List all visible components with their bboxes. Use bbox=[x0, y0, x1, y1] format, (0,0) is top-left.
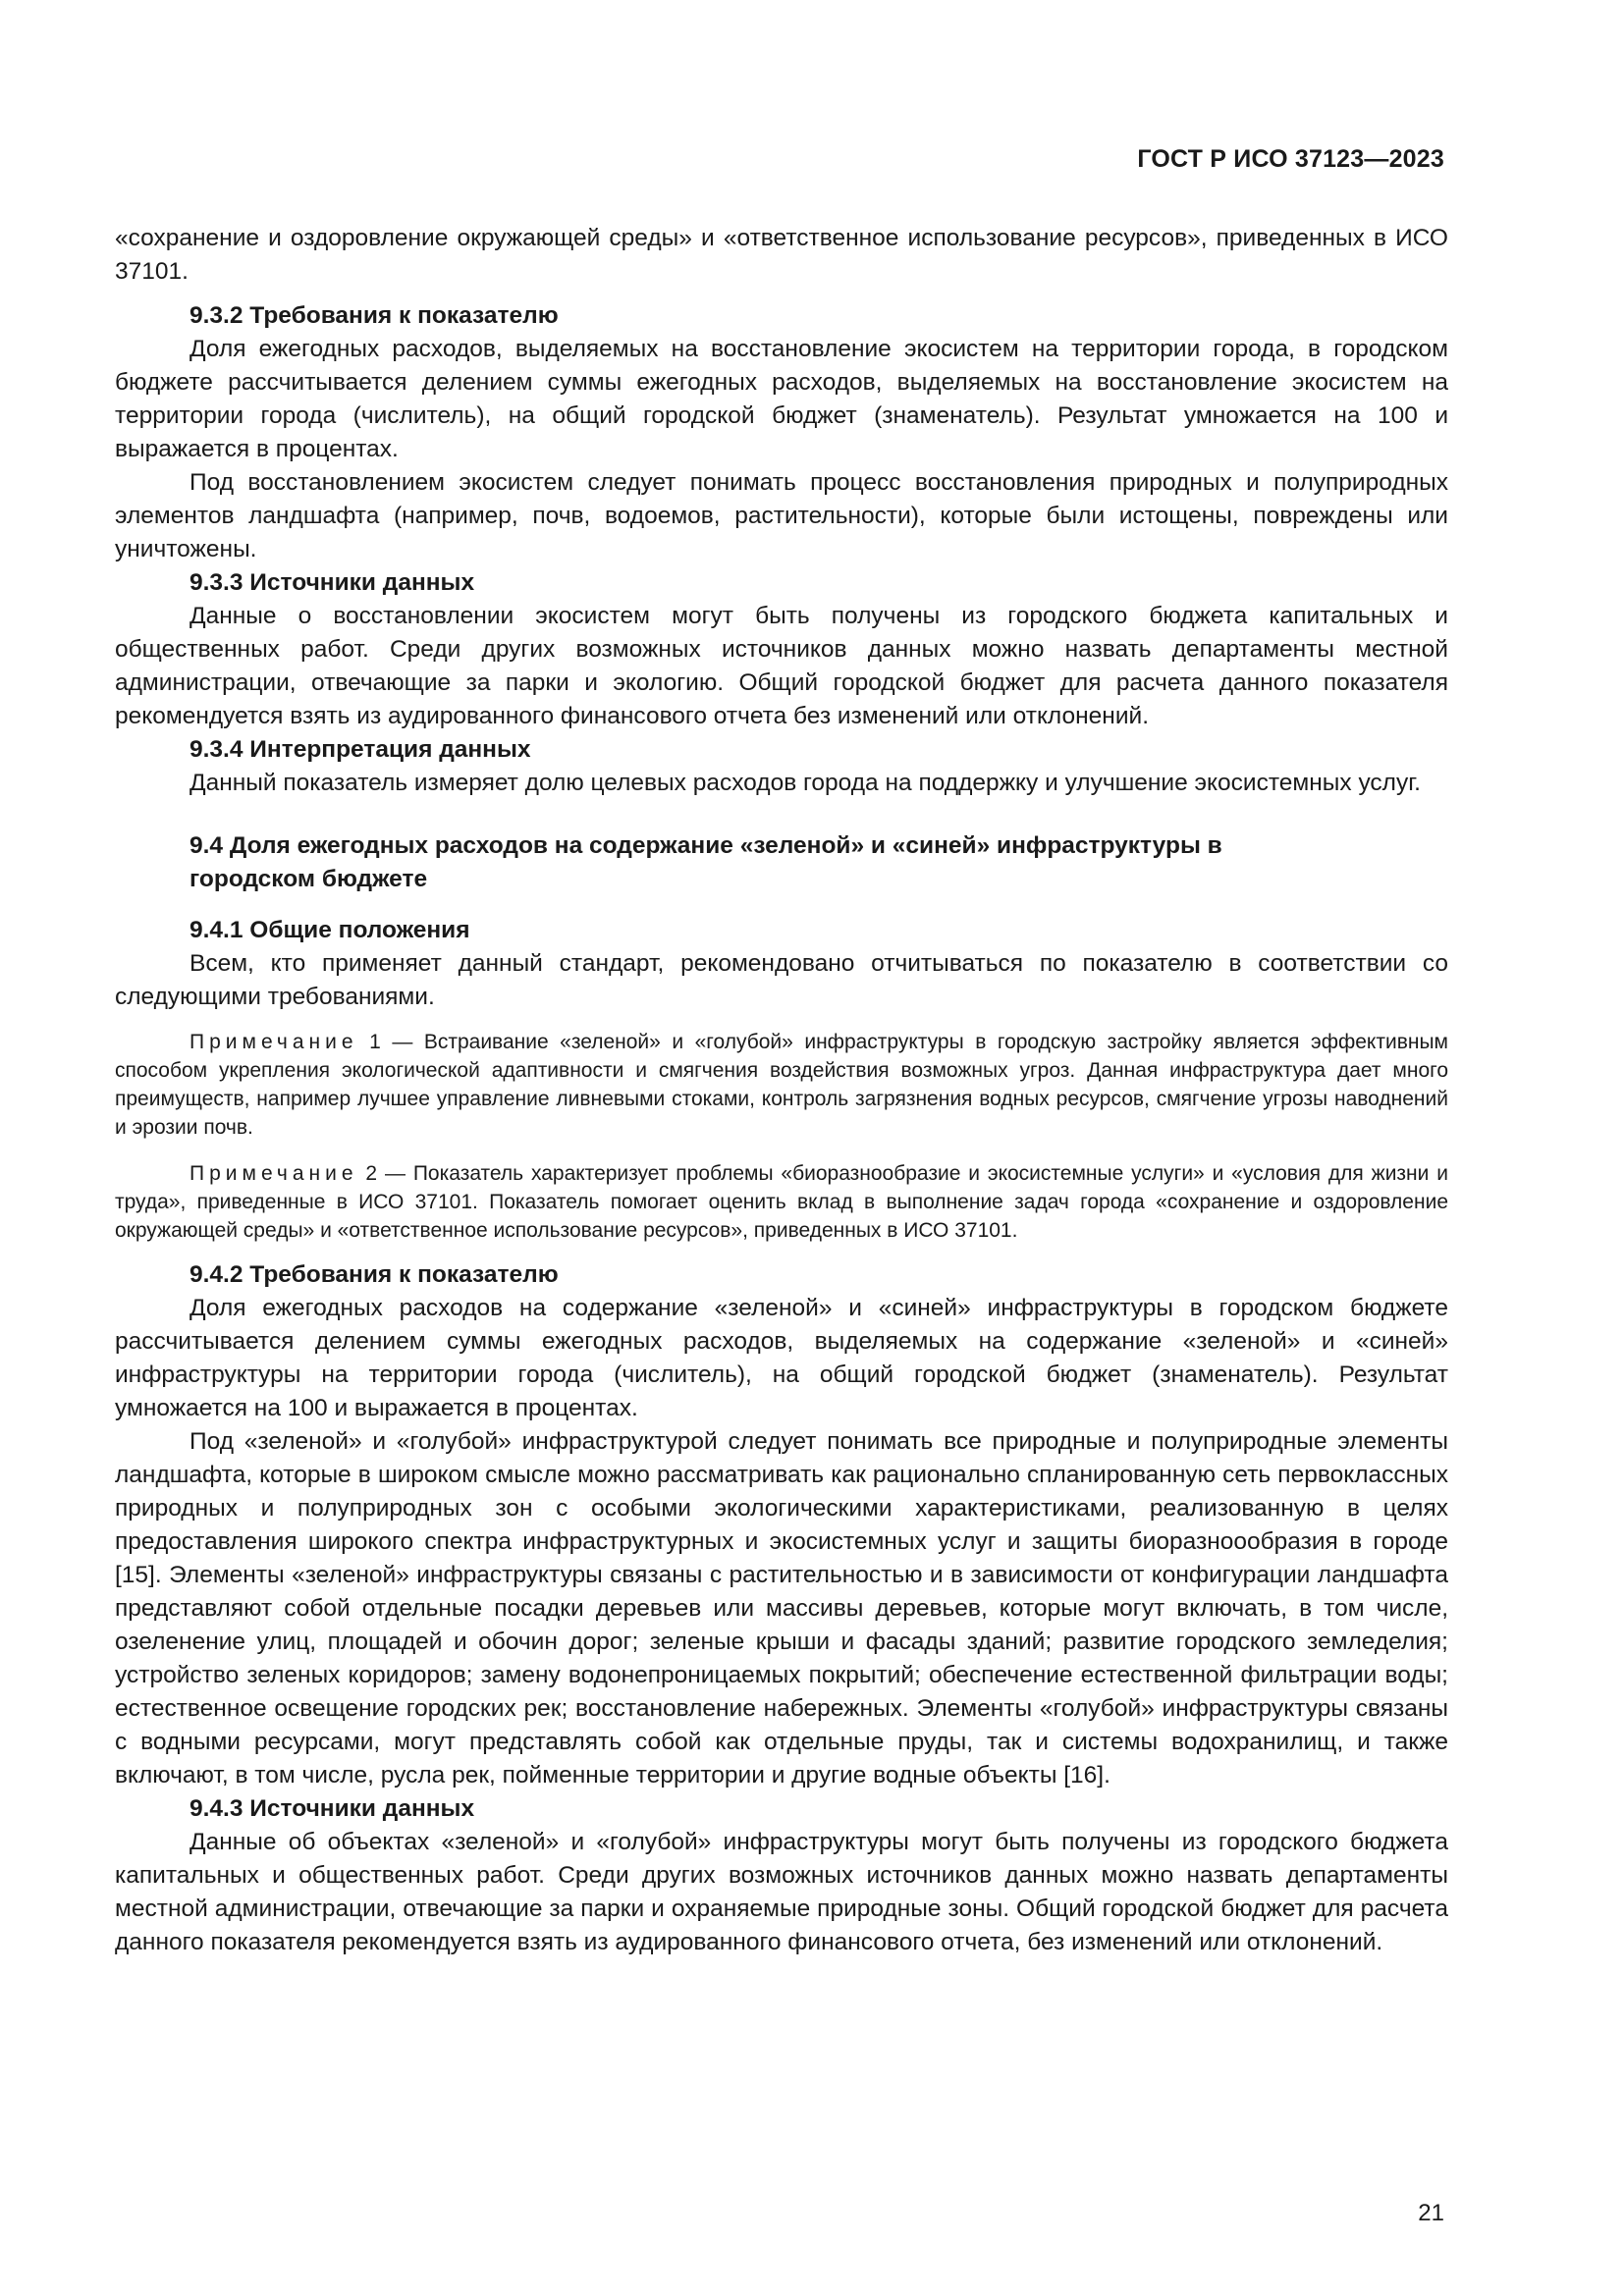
document-body bbox=[115, 222, 1448, 1959]
paragraph: Всем, кто применяет данный стандарт, рекомендовано отчитываться по показателю в соответствии со следующими требованиями. bbox=[115, 950, 1448, 1010]
note-label: Примечание bbox=[189, 1162, 358, 1185]
note-number: 1 bbox=[369, 1031, 381, 1053]
subsection-heading-9-4-3: 9.4.3 Источники данных bbox=[189, 1795, 475, 1822]
note-label: Примечание bbox=[189, 1031, 358, 1053]
note-number: 2 bbox=[365, 1162, 378, 1185]
paragraph: «сохранение и оздоровление окружающей среды» и «ответственное использование ресурсов», приведенных в ИСО 37101. bbox=[115, 225, 1448, 285]
subsection-heading-9-4-1: 9.4.1 Общие положения bbox=[189, 917, 470, 943]
paragraph: Данный показатель измеряет долю целевых расходов города на поддержку и улучшение экосистемных услуг. bbox=[189, 770, 1421, 796]
section-heading-9-4: 9.4 Доля ежегодных расходов на содержание «зеленой» и «синей» инфраструктуры в городском бюджете bbox=[189, 832, 1222, 892]
document-code-header: ГОСТ Р ИСО 37123—2023 bbox=[1137, 145, 1444, 173]
paragraph: Данные о восстановлении экосистем могут быть получены из городского бюджета капитальных и общественных работ. Среди других возможных источников данных можно назвать департаменты местной администрации, отвечающие за парки и экологию. Общий городской бюджет для расчета данного показателя рекомендуется взять из аудированного финансового отчета без изменений или отклонений. bbox=[115, 603, 1448, 729]
subsection-heading-9-4-2: 9.4.2 Требования к показателю bbox=[189, 1261, 559, 1288]
paragraph: Данные об объектах «зеленой» и «голубой» инфраструктуры могут быть получены из городского бюджета капитальных и общественных работ. Среди других возможных источников данных можно назвать департаменты местной администрации, отвечающие за парки и охраняемые природные зоны. Общий городской бюджет для расчета данного показателя рекомендуется взять из аудированного финансового отчета, без изменений или отклонений. bbox=[115, 1829, 1448, 1955]
paragraph: Под восстановлением экосистем следует понимать процесс восстановления природных и полуприродных элементов ландшафта (например, почв, водоемов, растительности), которые были истощены, повреждены или уничтожены. bbox=[115, 469, 1448, 562]
subsection-heading-9-3-2: 9.3.2 Требования к показателю bbox=[189, 302, 559, 329]
note-2 bbox=[115, 1159, 1448, 1245]
subsection-heading-9-3-4: 9.3.4 Интерпретация данных bbox=[189, 736, 531, 763]
page-number: 21 bbox=[1418, 2200, 1444, 2226]
note-1 bbox=[115, 1028, 1448, 1142]
paragraph: Доля ежегодных расходов, выделяемых на восстановление экосистем на территории города, в городском бюджете рассчитывается делением суммы ежегодных расходов, выделяемых на восстановление экосистем на территории города (числитель), на общий городской бюджет (знаменатель). Результат умножается на 100 и выражается в процентах. bbox=[115, 336, 1448, 462]
subsection-heading-9-3-3: 9.3.3 Источники данных bbox=[189, 569, 475, 596]
paragraph: Доля ежегодных расходов на содержание «зеленой» и «синей» инфраструктуры в городском бюджете рассчитывается делением суммы ежегодных расходов, выделяемых на содержание «зеленой» и «синей» инфраструктуры на территории города (числитель), на общий городской бюджет (знаменатель). Результат умножается на 100 и выражается в процентах. bbox=[115, 1295, 1448, 1421]
note-text: — Показатель характеризует проблемы «биоразнообразие и экосистемные услуги» и «условия для жизни и труда», приведенные в ИСО 37101. Показатель помогает оценить вклад в выполнение задач города «сохранение и оздоровление окружающей среды» и «ответственное использование ресурсов», приведенных в ИСО 37101. bbox=[115, 1162, 1448, 1242]
note-text: — Встраивание «зеленой» и «голубой» инфраструктуры в городскую застройку является эффективным способом укрепления экологической адаптивности и смягчения воздействия возможных угроз. Данная инфраструктура дает много преимуществ, например лучшее управление ливневыми стоками, контроль загрязнения водных ресурсов, смягчение угрозы наводнений и эрозии почв. bbox=[115, 1031, 1448, 1139]
paragraph: Под «зеленой» и «голубой» инфраструктурой следует понимать все природные и полуприродные элементы ландшафта, которые в широком смысле можно рассматривать как рационально спланированную сеть первоклассных природных и полуприродных зон с особыми экологическими характеристиками, реализованную в целях предоставления широкого спектра инфраструктурных и экосистемных услуг и защиты биоразноообразия в городе [15]. Элементы «зеленой» инфраструктуры связаны с растительностью и в зависимости от конфигурации ландшафта представляют собой отдельные посадки деревьев или массивы деревьев, которые могут включать, в том числе, озеленение улиц, площадей и обочин дорог; зеленые крыши и фасады зданий; развитие городского земледелия; устройство зеленых коридоров; замену водонепроницаемых покрытий; обеспечение естественной фильтрации воды; естественное освещение городских рек; восстановление набережных. Элементы «голубой» инфраструктуры связаны с водными ресурсами, могут представлять собой как отдельные пруды, так и системы водохранилищ, и также включают, в том числе, русла рек, пойменные территории и другие водные объекты [16]. bbox=[115, 1428, 1448, 1789]
